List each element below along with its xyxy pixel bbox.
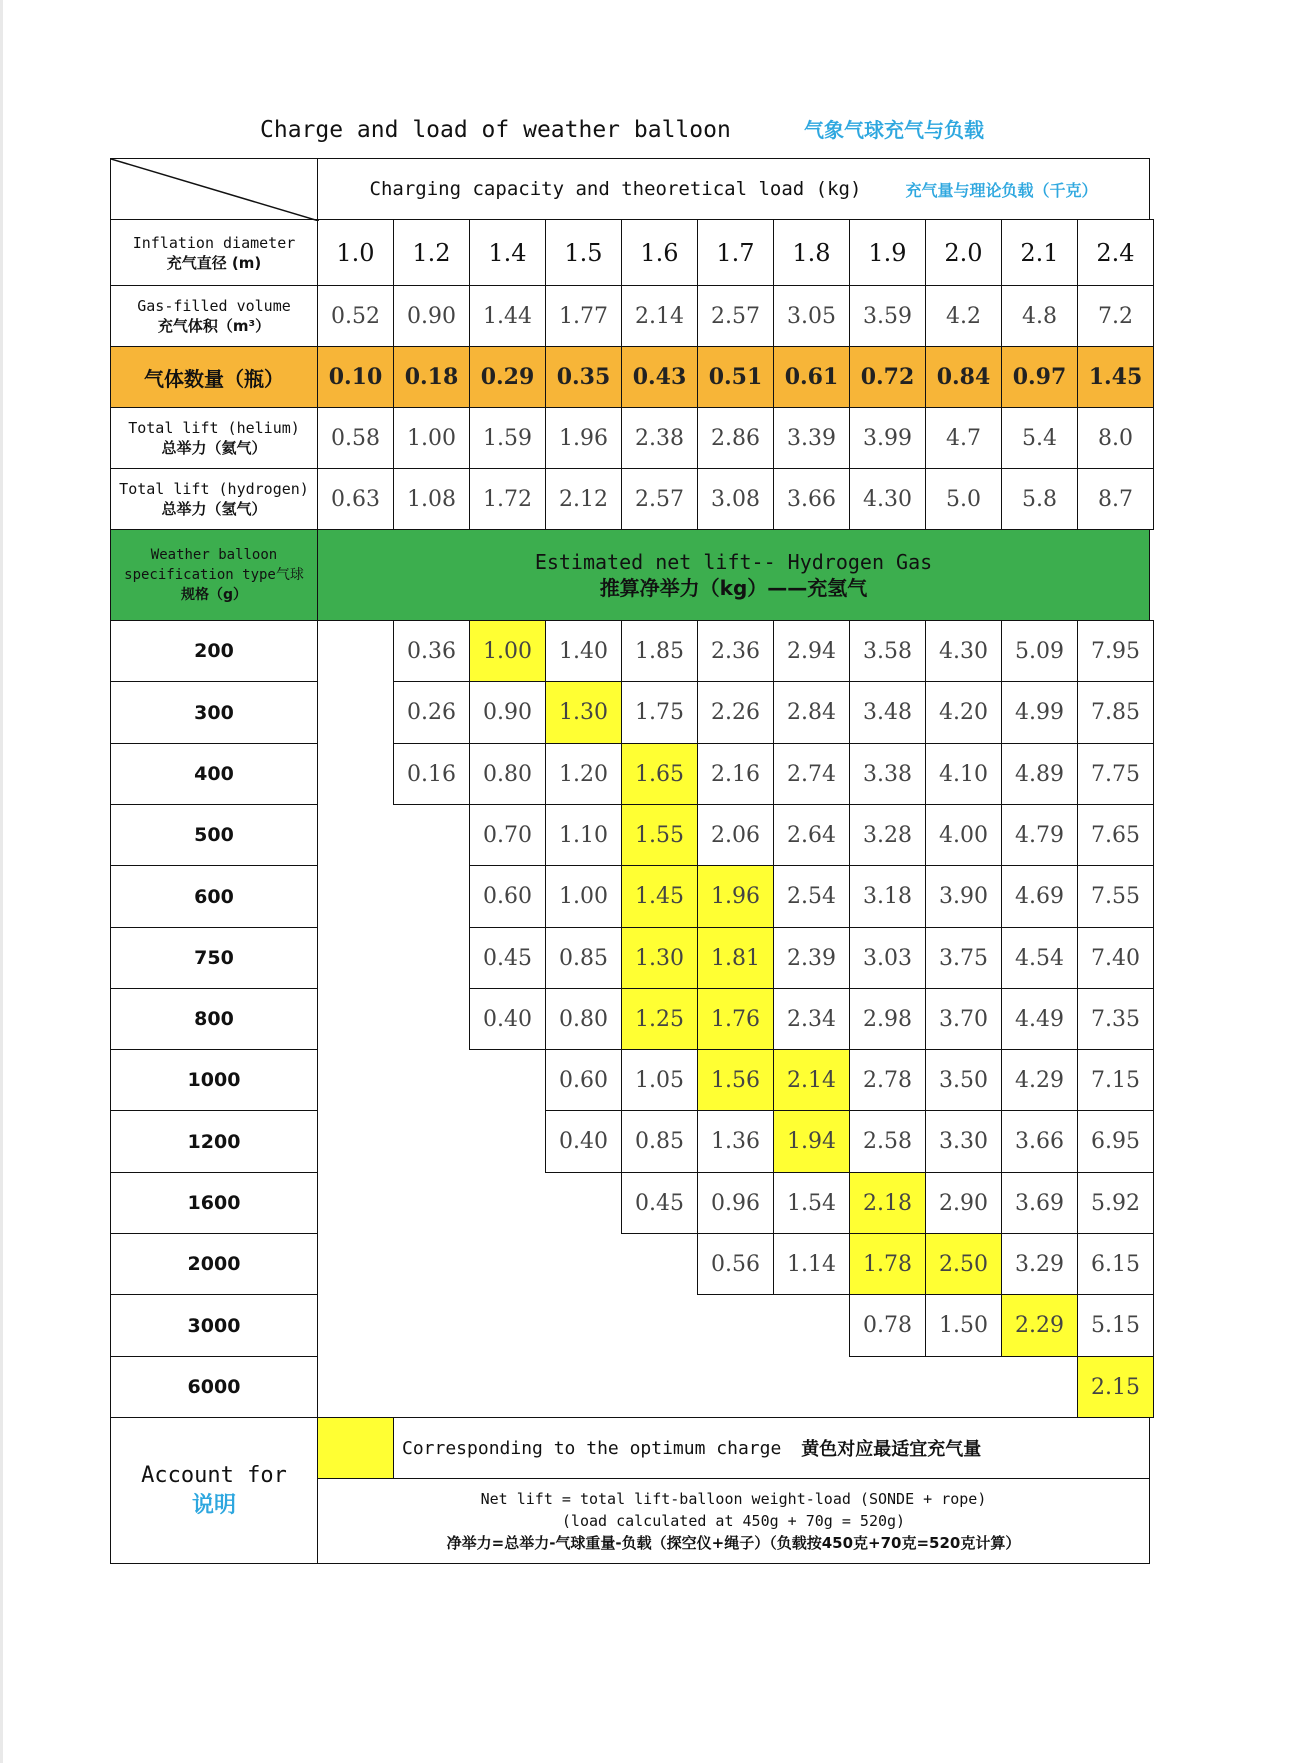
formula-line1: Net lift = total lift-balloon weight-load (SONDE + rope): [480, 1490, 987, 1508]
spec-cell: 1600: [110, 1172, 318, 1234]
net-lift-cell-optimal: 1.81: [697, 927, 774, 989]
net-lift-cell: 1.36: [697, 1110, 774, 1173]
net-lift-cell-optimal: 1.00: [469, 620, 546, 682]
volume-cell: 3.05: [773, 285, 850, 347]
net-lift-cell: 5.92: [1077, 1172, 1154, 1234]
net-lift-cell: 2.36: [697, 620, 774, 682]
diameter-cell: 1.5: [545, 219, 622, 286]
hydrogen-cell: 0.63: [317, 468, 394, 530]
hydrogen-cell: 2.12: [545, 468, 622, 530]
net-lift-cell: 3.18: [849, 865, 926, 928]
net-lift-cell: 7.15: [1077, 1049, 1154, 1111]
legend-text: [393, 1417, 1150, 1479]
net-lift-cell: 4.30: [925, 620, 1002, 682]
gas-cell: 0.18: [393, 346, 470, 408]
diameter-cell: 2.4: [1077, 219, 1154, 286]
diameter-cell: 1.8: [773, 219, 850, 286]
net-lift-cell-optimal: 1.25: [621, 988, 698, 1050]
net-lift-cell-optimal: 1.76: [697, 988, 774, 1050]
diameter-cell: 2.1: [1001, 219, 1078, 286]
net-lift-cell-optimal: 1.55: [621, 804, 698, 866]
diameter-cell: 2.0: [925, 219, 1002, 286]
net-lift-cell-optimal: 1.96: [697, 865, 774, 928]
net-lift-cell: 7.85: [1077, 681, 1154, 744]
net-lift-cell-optimal: 2.18: [849, 1172, 926, 1234]
legend-text-en: Corresponding to the optimum charge: [402, 1437, 782, 1459]
net-lift-cell: 0.40: [545, 1110, 622, 1173]
gas-cell: 0.84: [925, 346, 1002, 408]
gas-cell: 0.10: [317, 346, 394, 408]
page-title-cn: 气象气球充气与负载: [804, 118, 984, 142]
net-lift-cell: 0.60: [545, 1049, 622, 1111]
net-lift-cell: 4.99: [1001, 681, 1078, 744]
net-lift-cell: 2.98: [849, 988, 926, 1050]
hydrogen-label-cn: 总举力（氢气）: [161, 500, 267, 518]
helium-cell: 8.0: [1077, 407, 1154, 469]
gas-cell: 0.43: [621, 346, 698, 408]
hydrogen-cell: 5.0: [925, 468, 1002, 530]
net-lift-cell-optimal: 1.78: [849, 1233, 926, 1295]
hydrogen-cell: 1.08: [393, 468, 470, 530]
volume-cell: 3.59: [849, 285, 926, 347]
diameter-label-cn: 充气直径 (m): [166, 253, 262, 272]
formula-line2: (load calculated at 450g + 70g = 520g): [561, 1512, 906, 1530]
net-lift-cell: 1.85: [621, 620, 698, 682]
net-lift-cell: 1.40: [545, 620, 622, 682]
helium-cell: 3.99: [849, 407, 926, 469]
net-lift-cell: 0.26: [393, 681, 470, 744]
spec-cell: 400: [110, 743, 318, 805]
spec-cell: 800: [110, 988, 318, 1050]
net-lift-cell: 0.56: [697, 1233, 774, 1295]
title-row: [0, 110, 1290, 150]
capacity-header-en: Charging capacity and theoretical load (kg): [369, 178, 862, 200]
net-lift-cell: 2.54: [773, 865, 850, 928]
net-lift-cell: 0.16: [393, 743, 470, 805]
helium-cell: 2.86: [697, 407, 774, 469]
net-lift-cell: 6.95: [1077, 1110, 1154, 1173]
gas-cell: 0.51: [697, 346, 774, 408]
net-lift-cell: 3.66: [1001, 1110, 1078, 1173]
volume-cell: 2.57: [697, 285, 774, 347]
net-lift-cell: 2.16: [697, 743, 774, 805]
helium-cell: 3.39: [773, 407, 850, 469]
helium-cell: 4.7: [925, 407, 1002, 469]
gas-cell: 0.61: [773, 346, 850, 408]
volume-cell: 0.90: [393, 285, 470, 347]
net-lift-cell: 2.58: [849, 1110, 926, 1173]
net-lift-cell-optimal: 1.94: [773, 1110, 850, 1173]
spec-cell: 600: [110, 865, 318, 928]
legend-swatch: [317, 1417, 394, 1479]
net-lift-cell: 0.70: [469, 804, 546, 866]
net-lift-cell: 0.85: [545, 927, 622, 989]
net-lift-cell: 0.40: [469, 988, 546, 1050]
helium-cell: 0.58: [317, 407, 394, 469]
net-lift-cell: 4.54: [1001, 927, 1078, 989]
net-lift-cell-optimal: 1.30: [621, 927, 698, 989]
net-lift-cell: 0.96: [697, 1172, 774, 1234]
hydrogen-cell: 3.66: [773, 468, 850, 530]
diameter-label-en: Inflation diameter: [132, 233, 296, 252]
net-lift-cell: 0.45: [469, 927, 546, 989]
hydrogen-cell: 1.72: [469, 468, 546, 530]
net-lift-cell: 2.26: [697, 681, 774, 744]
volume-label: [110, 285, 318, 347]
volume-label-en: Gas-filled volume: [137, 297, 291, 315]
net-lift-cell: 3.58: [849, 620, 926, 682]
volume-cell: 1.44: [469, 285, 546, 347]
net-lift-cell: 0.90: [469, 681, 546, 744]
diameter-cell: 1.2: [393, 219, 470, 286]
net-lift-cell: 4.20: [925, 681, 1002, 744]
net-lift-cell-optimal: 1.45: [621, 865, 698, 928]
helium-cell: 1.59: [469, 407, 546, 469]
spec-cell: 1200: [110, 1110, 318, 1173]
net-lift-cell: 2.84: [773, 681, 850, 744]
helium-cell: 2.38: [621, 407, 698, 469]
net-lift-cell: 7.55: [1077, 865, 1154, 928]
helium-label: [110, 407, 318, 469]
diameter-cell: 1.0: [317, 219, 394, 286]
net-lift-cell-optimal: 1.30: [545, 681, 622, 744]
net-lift-cell: 6.15: [1077, 1233, 1154, 1295]
volume-cell: 0.52: [317, 285, 394, 347]
net-lift-cell: 2.94: [773, 620, 850, 682]
spec-label-line2: specification type气球: [124, 567, 304, 583]
account-for-cn: 说明: [191, 1492, 236, 1518]
gas-cell: 0.29: [469, 346, 546, 408]
net-lift-cell: 4.10: [925, 743, 1002, 805]
volume-cell: 1.77: [545, 285, 622, 347]
net-lift-cell: 3.48: [849, 681, 926, 744]
spec-cell: 750: [110, 927, 318, 989]
net-lift-cell: 0.80: [469, 743, 546, 805]
account-for: [110, 1417, 318, 1564]
helium-cell: 1.96: [545, 407, 622, 469]
volume-cell: 7.2: [1077, 285, 1154, 347]
helium-cell: 5.4: [1001, 407, 1078, 469]
net-lift-cell-optimal: 2.15: [1077, 1356, 1154, 1418]
net-lift-cell: 7.75: [1077, 743, 1154, 805]
formula-cn: 净举力=总举力-气球重量-负载（探空仪+绳子）（负载按450克+70克=520克计算）: [446, 1534, 1021, 1552]
hydrogen-cell: 2.57: [621, 468, 698, 530]
net-lift-cell-optimal: 1.65: [621, 743, 698, 805]
capacity-header: [317, 158, 1150, 220]
hydrogen-cell: 8.7: [1077, 468, 1154, 530]
net-lift-cell: 4.29: [1001, 1049, 1078, 1111]
net-lift-cell: 0.78: [849, 1294, 926, 1357]
hydrogen-label: [110, 468, 318, 530]
formula: [317, 1478, 1150, 1564]
volume-label-cn: 充气体积（m³）: [157, 317, 271, 335]
balloon-table: [110, 158, 1150, 1564]
net-lift-cell: 1.05: [621, 1049, 698, 1111]
gas-cell: 0.72: [849, 346, 926, 408]
corner-diagonal: [111, 159, 319, 221]
spec-cell: 300: [110, 681, 318, 744]
volume-cell: 4.8: [1001, 285, 1078, 347]
net-lift-cell: 1.00: [545, 865, 622, 928]
net-lift-cell: 1.54: [773, 1172, 850, 1234]
net-lift-cell: 2.06: [697, 804, 774, 866]
gas-cell: 0.35: [545, 346, 622, 408]
net-lift-cell: 3.50: [925, 1049, 1002, 1111]
legend-text-cn: 黄色对应最适宜充气量: [801, 1439, 982, 1460]
net-lift-cell: 3.30: [925, 1110, 1002, 1173]
net-lift-cell: 4.89: [1001, 743, 1078, 805]
net-lift-cell: 5.09: [1001, 620, 1078, 682]
spec-label-line3: 规格（g）: [180, 587, 248, 603]
net-lift-cell: 2.39: [773, 927, 850, 989]
account-for-en: Account for: [141, 1462, 287, 1488]
page-title: Charge and load of weather balloon: [260, 117, 731, 143]
net-lift-cell: 7.35: [1077, 988, 1154, 1050]
net-lift-cell: 2.90: [925, 1172, 1002, 1234]
net-lift-cell: 2.74: [773, 743, 850, 805]
net-lift-cell-optimal: 2.29: [1001, 1294, 1078, 1357]
net-lift-header: [317, 529, 1150, 621]
net-lift-cell: 1.14: [773, 1233, 850, 1295]
diameter-cell: 1.6: [621, 219, 698, 286]
diameter-cell: 1.7: [697, 219, 774, 286]
diameter-label: [110, 219, 318, 286]
hydrogen-cell: 4.30: [849, 468, 926, 530]
net-lift-cell: 3.90: [925, 865, 1002, 928]
net-lift-cell: 0.36: [393, 620, 470, 682]
spec-label-line1: Weather balloon: [150, 547, 278, 563]
helium-label-cn: 总举力（氦气）: [161, 439, 267, 457]
net-lift-cell: 2.64: [773, 804, 850, 866]
volume-cell: 2.14: [621, 285, 698, 347]
net-lift-cell: 3.28: [849, 804, 926, 866]
net-lift-cell-optimal: 2.50: [925, 1233, 1002, 1295]
net-lift-cell: 3.70: [925, 988, 1002, 1050]
net-lift-cell: 1.10: [545, 804, 622, 866]
net-lift-cell: 4.49: [1001, 988, 1078, 1050]
corner-cell: [110, 158, 318, 220]
hydrogen-cell: 5.8: [1001, 468, 1078, 530]
helium-label-en: Total lift (helium): [128, 419, 300, 437]
net-lift-cell: 4.79: [1001, 804, 1078, 866]
volume-cell: 4.2: [925, 285, 1002, 347]
spec-cell: 3000: [110, 1294, 318, 1357]
net-lift-cell: 5.15: [1077, 1294, 1154, 1357]
diameter-cell: 1.4: [469, 219, 546, 286]
net-lift-header-en: Estimated net lift-- Hydrogen Gas: [534, 550, 933, 574]
spec-cell: 500: [110, 804, 318, 866]
capacity-header-cn: 充气量与理论负载（千克）: [905, 180, 1098, 200]
net-lift-cell: 1.50: [925, 1294, 1002, 1357]
net-lift-cell-optimal: 2.14: [773, 1049, 850, 1111]
net-lift-cell: 2.78: [849, 1049, 926, 1111]
net-lift-cell: 2.34: [773, 988, 850, 1050]
net-lift-cell: 0.80: [545, 988, 622, 1050]
gas-bottles-label: 气体数量（瓶）: [110, 346, 318, 408]
page-edge: [0, 0, 3, 1763]
hydrogen-cell: 3.08: [697, 468, 774, 530]
net-lift-cell: 0.60: [469, 865, 546, 928]
helium-cell: 1.00: [393, 407, 470, 469]
spec-label: [110, 529, 318, 621]
net-lift-cell: 3.69: [1001, 1172, 1078, 1234]
net-lift-cell: 0.45: [621, 1172, 698, 1234]
net-lift-header-cn: 推算净举力（kg）——充氢气: [599, 576, 868, 600]
net-lift-cell: 4.69: [1001, 865, 1078, 928]
net-lift-cell: 7.65: [1077, 804, 1154, 866]
net-lift-cell: 1.20: [545, 743, 622, 805]
net-lift-cell: 1.75: [621, 681, 698, 744]
spec-cell: 2000: [110, 1233, 318, 1295]
net-lift-cell-optimal: 1.56: [697, 1049, 774, 1111]
gas-cell: 0.97: [1001, 346, 1078, 408]
net-lift-cell: 3.75: [925, 927, 1002, 989]
net-lift-cell: 7.95: [1077, 620, 1154, 682]
hydrogen-label-en: Total lift (hydrogen): [119, 480, 309, 498]
net-lift-cell: 7.40: [1077, 927, 1154, 989]
diameter-cell: 1.9: [849, 219, 926, 286]
spec-cell: 1000: [110, 1049, 318, 1111]
gas-cell: 1.45: [1077, 346, 1154, 408]
net-lift-cell: 0.85: [621, 1110, 698, 1173]
net-lift-cell: 3.29: [1001, 1233, 1078, 1295]
spec-cell: 200: [110, 620, 318, 682]
spec-cell: 6000: [110, 1356, 318, 1418]
net-lift-cell: 3.38: [849, 743, 926, 805]
net-lift-cell: 3.03: [849, 927, 926, 989]
net-lift-cell: 4.00: [925, 804, 1002, 866]
